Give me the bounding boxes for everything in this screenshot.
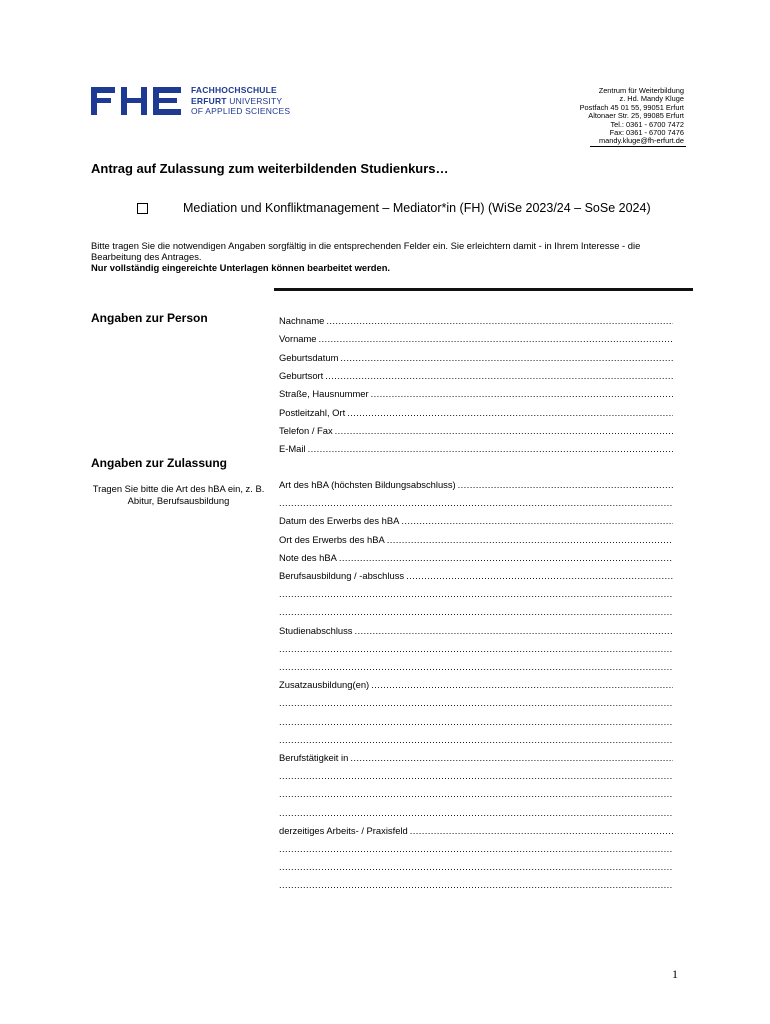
form-field[interactable] — [279, 769, 673, 781]
fill-line[interactable] — [279, 588, 673, 599]
field-label: Telefon / Fax — [279, 424, 333, 436]
field-label: derzeitiges Arbeits- / Praxisfeld — [279, 824, 408, 836]
field-label: Geburtsdatum — [279, 351, 339, 363]
form-field[interactable] — [279, 314, 673, 326]
intro-notice: Nur vollständig eingereichte Unterlagen können bearbeitet werden. — [91, 262, 391, 273]
fill-line[interactable] — [410, 825, 673, 836]
form-field[interactable] — [279, 642, 673, 654]
fill-line[interactable] — [355, 625, 674, 636]
form-field[interactable] — [279, 551, 673, 563]
fill-line[interactable] — [335, 425, 673, 436]
form-field[interactable] — [279, 842, 673, 854]
fill-line[interactable] — [387, 534, 673, 545]
form-field[interactable] — [279, 533, 673, 545]
address-line: Altonaer Str. 25, 99085 Erfurt — [588, 111, 684, 121]
address-email: mandy.kluge@fh-erfurt.de — [598, 136, 684, 146]
fill-line[interactable] — [279, 879, 673, 890]
field-label: Geburtsort — [279, 369, 324, 381]
fill-line[interactable] — [279, 807, 673, 818]
course-label: Mediation und Konfliktmanagement – Mediator*in (FH) (WiSe 2023/24 – SoSe 2024) — [183, 201, 651, 215]
field-label: Berufsausbildung / -abschluss — [279, 570, 405, 581]
fill-line[interactable] — [279, 861, 673, 872]
form-field[interactable] — [279, 696, 673, 708]
fill-line[interactable] — [279, 606, 673, 617]
section-divider — [274, 288, 693, 291]
field-label: Studienabschluss — [279, 624, 353, 636]
form-field[interactable] — [279, 332, 673, 344]
fill-line[interactable] — [406, 570, 673, 581]
zulassung-hint: Tragen Sie bitte die Art des hBA ein, z. B. Abitur, Berufsausbildung — [92, 483, 265, 506]
section-heading-person: Angaben zur Person — [91, 311, 208, 325]
field-label: Zusatzausbildung(en) — [279, 679, 370, 691]
form-field[interactable] — [279, 878, 673, 890]
field-label: Berufstätigkeit in — [279, 752, 349, 763]
fill-line[interactable] — [339, 552, 673, 563]
address-line: Zentrum für Weiterbildung — [598, 86, 684, 95]
field-label: Note des hBA — [279, 551, 337, 563]
form-field[interactable] — [279, 387, 673, 399]
intro-text: Bitte tragen Sie die notwendigen Angaben sorgfältig in die entsprechenden Felder ein. Sie erleichtern damit - in Ihrem Interesse - die Bearbeitung des Antrages. Nur vollständig eingereichte Unterlagen können bearbeitet werden. — [91, 240, 641, 273]
form-field[interactable] — [279, 787, 673, 799]
fill-line[interactable] — [279, 770, 673, 781]
field-label: Postleitzahl, Ort — [279, 406, 346, 418]
form-field[interactable] — [279, 733, 673, 745]
form-field[interactable] — [279, 442, 673, 454]
form-field[interactable] — [279, 624, 673, 636]
section-heading-zulassung: Angaben zur Zulassung — [91, 456, 228, 470]
page-title: Antrag auf Zulassung zum weiterbildenden Studienkurs… — [91, 161, 449, 176]
fill-line[interactable] — [279, 734, 673, 745]
form-field[interactable] — [279, 660, 673, 672]
fill-line[interactable] — [279, 788, 673, 799]
fill-line[interactable] — [308, 443, 673, 454]
form-field[interactable] — [279, 605, 673, 617]
form-field[interactable] — [279, 751, 673, 763]
page-number: 1 — [672, 967, 678, 981]
fill-line[interactable] — [319, 333, 673, 344]
form-field[interactable] — [279, 406, 673, 418]
fill-line[interactable] — [401, 515, 673, 526]
form-field[interactable] — [279, 569, 673, 581]
address-divider — [590, 146, 686, 147]
address-line: Tel.: 0361 - 6700 7472 — [610, 119, 684, 129]
logo-wordmark: FACHHOCHSCHULE ERFURT UNIVERSITY OF APPLIED SCIENCES — [191, 85, 291, 116]
field-label: Art des hBA (höchsten Bildungsabschluss) — [279, 479, 456, 490]
fill-line[interactable] — [326, 315, 673, 326]
fill-line[interactable] — [279, 643, 673, 654]
form-field[interactable] — [279, 824, 673, 836]
field-label: Datum des Erwerbs des hBA — [279, 515, 400, 527]
form-field[interactable] — [279, 478, 673, 490]
fill-line[interactable] — [279, 497, 673, 508]
form-field[interactable] — [279, 587, 673, 599]
fill-line[interactable] — [340, 352, 673, 363]
field-label: Straße, Hausnummer — [279, 388, 369, 400]
form-field[interactable] — [279, 806, 673, 818]
fill-line[interactable] — [279, 661, 673, 672]
fill-line[interactable] — [347, 407, 673, 418]
form-field[interactable] — [279, 715, 673, 727]
fill-line[interactable] — [325, 370, 673, 381]
course-checkbox[interactable] — [137, 203, 148, 214]
form-field[interactable] — [279, 369, 673, 381]
fill-line[interactable] — [350, 752, 673, 763]
form-field[interactable] — [279, 424, 673, 436]
form-field[interactable] — [279, 860, 673, 872]
form-field[interactable] — [279, 496, 673, 508]
fill-line[interactable] — [371, 679, 673, 690]
field-label: Nachname — [279, 315, 325, 326]
address-line: Postfach 45 01 55, 99051 Erfurt — [579, 102, 684, 112]
field-label: Ort des Erwerbs des hBA — [279, 533, 385, 545]
field-label: E-Mail — [279, 443, 306, 455]
fill-line[interactable] — [371, 388, 673, 399]
form-field[interactable] — [279, 351, 673, 363]
address-line: Fax: 0361 - 6700 7476 — [609, 128, 684, 138]
fill-line[interactable] — [279, 843, 673, 854]
address-block — [580, 87, 684, 146]
form-field[interactable] — [279, 678, 673, 690]
address-line: z. Hd. Mandy Kluge — [619, 94, 684, 104]
fill-line[interactable] — [458, 479, 673, 490]
fill-line[interactable] — [279, 716, 673, 727]
fill-line[interactable] — [279, 697, 673, 708]
field-label: Vorname — [279, 333, 317, 345]
form-field[interactable] — [279, 514, 673, 526]
